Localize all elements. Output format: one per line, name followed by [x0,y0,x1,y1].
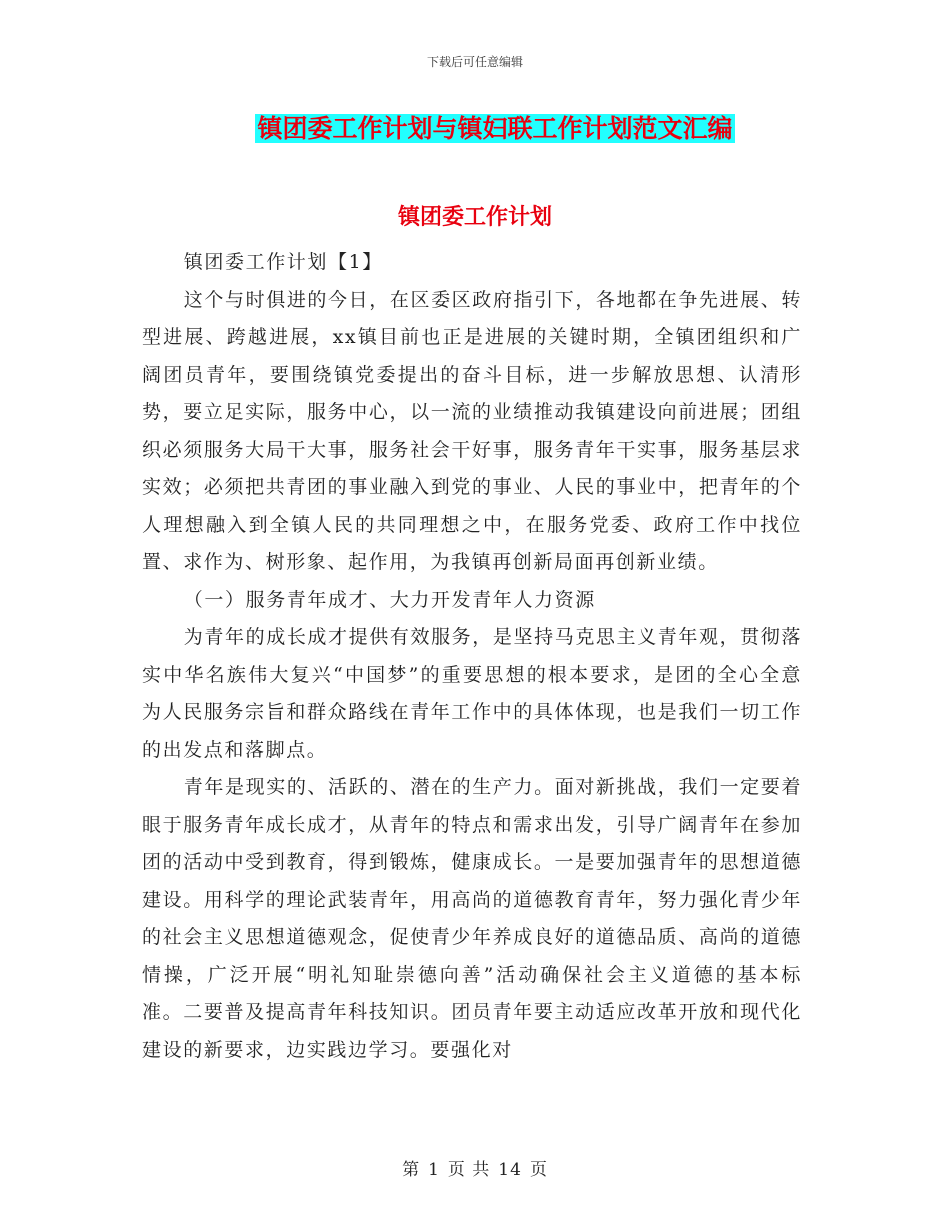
section-title: 镇团委工作计划 [397,204,552,230]
document-body [142,244,802,1069]
paragraph-subtitle: 镇团委工作计划【1】 [183,251,383,273]
paragraph: 为青年的成长成才提供有效服务，是坚持马克思主义青年观，贯彻落实中华名族伟大复兴“中国梦”的重要思想的根本要求，是团的全心全意为人民服务宗旨和群众路线在青年工作中的具体体现，也是我们一切工作的出发点和落脚点。 [142,626,802,761]
footer-mid: 页 共 [447,1160,491,1180]
footer-total-pages: 14 [498,1160,522,1180]
header-note: 下载后可任意编辑 [426,55,523,69]
paragraph-heading: （一）服务青年成才、大力开发青年人力资源 [183,588,596,611]
page-footer [0,1155,950,1180]
document-title-text: 镇团委工作计划与镇妇联工作计划范文汇编 [257,114,733,143]
footer-suffix: 页 [529,1160,548,1180]
footer-page-number: 1 [428,1160,440,1180]
document-title [0,110,950,148]
footer-prefix: 第 [402,1160,421,1180]
paragraph: 青年是现实的、活跃的、潜在的生产力。面对新挑战，我们一定要着眼于服务青年成长成才，从青年的特点和需求出发，引导广阔青年在参加团的活动中受到教育，得到锻炼，健康成长。一是要加强青年的思想道德建设。用科学的理论武装青年，用高尚的道德教育青年，努力强化青少年的社会主义思想道德观念，促使青少年养成良好的道德品质、高尚的道德情操，广泛开展“明礼知耻崇德向善”活动确保社会主义道德的基本标准。二要普及提高青年科技知识。团员青年要主动适应改革开放和现代化建设的新要求，边实践边学习。要强化对 [142,776,802,1061]
paragraph: 这个与时俱进的今日，在区委区政府指引下，各地都在争先进展、转型进展、跨越进展，xx镇目前也正是进展的关键时期，全镇团组织和广阔团员青年，要围绕镇党委提出的奋斗目标，进一步解放思想、认清形势，要立足实际，服务中心，以一流的业绩推动我镇建设向前进展；团组织必须服务大局干大事，服务社会干好事，服务青年干实事，服务基层求实效；必须把共青团的事业融入到党的事业、人民的事业中，把青年的个人理想融入到全镇人民的共同理想之中，在服务党委、政府工作中找位置、求作为、树形象、起作用，为我镇再创新局面再创新业绩。 [142,288,802,573]
